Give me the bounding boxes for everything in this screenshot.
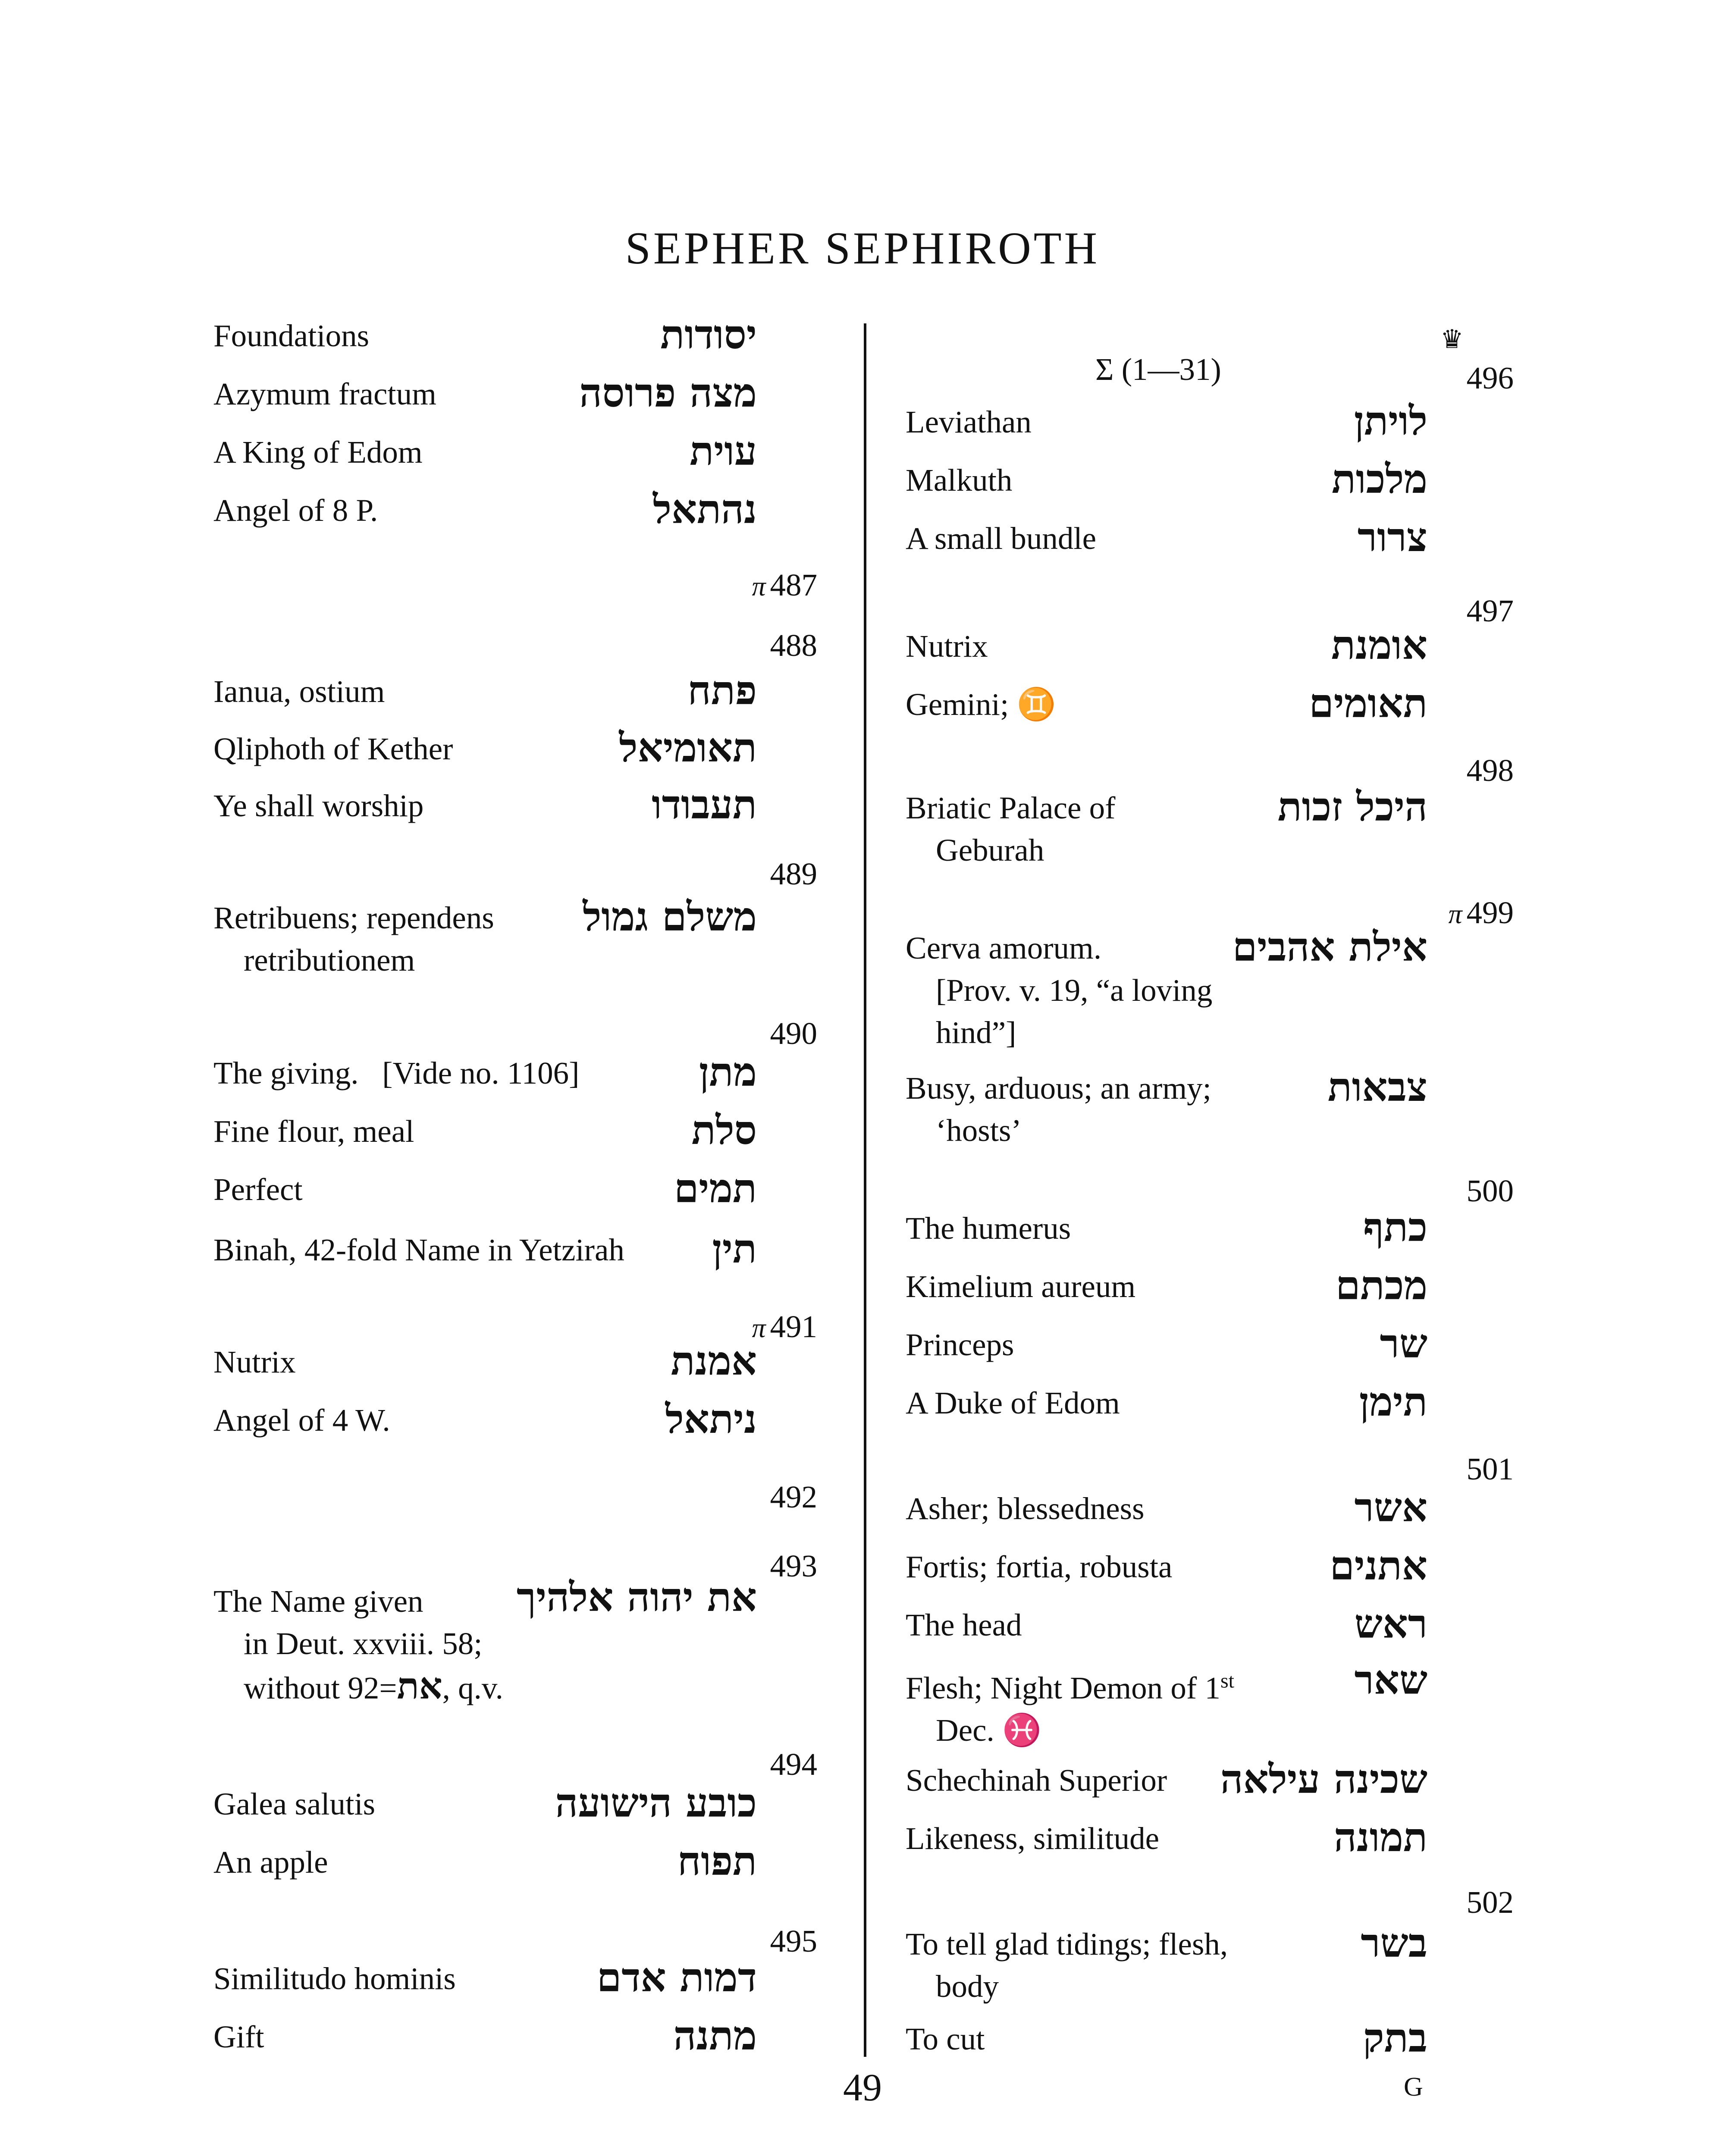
english-gloss: The head <box>906 1608 1022 1642</box>
english-gloss: Azymum fractum <box>213 376 436 411</box>
number-value: 492 <box>770 1479 817 1514</box>
section-number <box>770 1479 818 1515</box>
english-gloss: Schechinah Superior <box>906 1763 1167 1798</box>
hebrew-word: שכינה עילאה <box>1220 1756 1427 1802</box>
number-value: 488 <box>770 628 817 663</box>
hebrew-word: תפוח <box>677 1838 757 1884</box>
english-gloss: Ye shall worship <box>213 788 424 823</box>
superscript: st <box>1220 1670 1234 1692</box>
section-number <box>770 1548 818 1584</box>
hebrew-word: תין <box>712 1225 757 1272</box>
english-gloss: Likeness, similitude <box>906 1821 1159 1856</box>
pi-mark: π <box>752 571 766 602</box>
english-gloss: The giving. [Vide no. 1106] <box>213 1056 580 1091</box>
gloss-line: Cerva amorum. <box>906 931 1102 965</box>
number-value: 489 <box>770 856 817 891</box>
hebrew-word: כתף <box>1363 1204 1427 1250</box>
hebrew-word: משלם גמול <box>583 893 757 940</box>
english-gloss: Ianua, ostium <box>213 674 385 709</box>
hebrew-word: אתנים <box>1330 1542 1427 1589</box>
section-number <box>770 627 818 664</box>
gloss-continuation: Geburah <box>936 833 1044 868</box>
hebrew-word: היכל זכות <box>1277 783 1427 830</box>
hebrew-word: מתן <box>699 1049 757 1095</box>
hebrew-word: שר <box>1380 1320 1427 1367</box>
section-number <box>752 1309 817 1345</box>
hebrew-word: סלת <box>691 1107 757 1153</box>
hebrew-word: אשר <box>1354 1484 1427 1531</box>
english-gloss: Malkuth <box>906 463 1013 498</box>
english-gloss: Binah, 42-fold Name in Yetzirah <box>213 1232 624 1267</box>
english-gloss: Nutrix <box>213 1344 296 1379</box>
gloss-line: Briatic Palace of <box>906 790 1116 825</box>
hebrew-word: תמים <box>674 1165 757 1212</box>
number-value: 499 <box>1466 895 1514 930</box>
gloss-continuation: in Deut. xxviii. 58; <box>244 1626 483 1661</box>
hebrew-word: יסודות <box>660 311 757 358</box>
section-number <box>1467 1451 1514 1487</box>
hebrew-word: לויתן <box>1354 398 1427 444</box>
number-value: 501 <box>1466 1451 1514 1486</box>
english-gloss: Similitudo hominis <box>213 1961 456 1996</box>
gloss-continuation: hind”] <box>936 1015 1016 1050</box>
hebrew-word: תאומים <box>1309 680 1427 727</box>
number-value: 493 <box>770 1548 817 1583</box>
number-value: 496 <box>1466 360 1514 395</box>
english-gloss: Galea salutis <box>213 1786 376 1821</box>
section-number <box>770 1923 818 1959</box>
pi-mark: π <box>1448 899 1462 929</box>
hebrew-word: מצה פרוסה <box>579 370 757 416</box>
page-number: 49 <box>843 2066 882 2109</box>
hebrew-word: את יהוה אלהיך <box>516 1574 757 1620</box>
hebrew-word: פתח <box>687 667 757 714</box>
gloss-text: =92, q.v. <box>348 1670 503 1705</box>
section-number <box>770 856 818 892</box>
hebrew-word: אילת אהבים <box>1232 924 1427 970</box>
section-number <box>1467 752 1514 789</box>
english-gloss: Kimelium aureum <box>906 1269 1136 1304</box>
section-number <box>1448 895 1514 931</box>
english-gloss <box>906 1660 1234 1752</box>
english-gloss <box>906 1067 1211 1152</box>
english-gloss <box>906 927 1212 1054</box>
hebrew-word: אומנת <box>1331 622 1427 668</box>
hebrew-word: צבאות <box>1327 1064 1427 1110</box>
hebrew-word: צרור <box>1357 514 1427 561</box>
gloss-text: without <box>244 1670 348 1705</box>
gloss-continuation: body <box>936 1969 999 2004</box>
section-number <box>1467 593 1514 629</box>
english-gloss: A King of Edom <box>213 435 423 470</box>
gloss-line: The Name given <box>213 1584 423 1619</box>
hebrew-word: מלכות <box>1331 456 1427 502</box>
crown-ornament: ♛ <box>1440 325 1464 354</box>
english-gloss: Angel of 8 P. <box>213 493 378 528</box>
column-divider <box>864 323 866 2057</box>
english-gloss <box>213 897 494 981</box>
english-gloss: Princeps <box>906 1327 1014 1362</box>
english-gloss <box>906 787 1115 871</box>
english-gloss: A Duke of Edom <box>906 1385 1120 1420</box>
number-value: 487 <box>770 567 817 602</box>
hebrew-word: מתנה <box>673 2012 757 2059</box>
hebrew-word: תמונה <box>1333 1814 1427 1861</box>
hebrew-word: עוית <box>690 428 757 474</box>
hebrew-word: דמות אדם <box>596 1954 757 2001</box>
sigma-note: Σ (1—31) <box>1095 352 1221 387</box>
hebrew-word: אמנת <box>671 1338 757 1384</box>
english-gloss: The humerus <box>906 1211 1071 1246</box>
hebrew-word: בתק <box>1363 2015 1427 2061</box>
pi-mark: π <box>752 1313 766 1343</box>
english-gloss: Gemini; ♊ <box>906 687 1056 722</box>
gloss-line: To tell glad tidings; flesh, <box>906 1927 1228 1962</box>
hebrew-word: תעבודו <box>652 781 757 828</box>
english-gloss <box>213 1580 503 1709</box>
number-value: 490 <box>770 1016 817 1051</box>
hebrew-word: נהתאל <box>652 486 757 533</box>
signature-mark: G <box>1404 2072 1423 2102</box>
english-gloss: Leviathan <box>906 404 1032 439</box>
english-gloss <box>906 1923 1228 2008</box>
section-number <box>770 1746 818 1783</box>
number-value: 495 <box>770 1924 817 1959</box>
english-gloss: To cut <box>906 2021 985 2056</box>
hebrew-word: בשר <box>1361 1920 1427 1966</box>
section-number <box>1467 1173 1514 1209</box>
number-value: 491 <box>770 1309 817 1344</box>
hebrew-word: ניתאל <box>665 1396 757 1442</box>
hebrew-word: מכתם <box>1335 1262 1427 1309</box>
gloss-continuation <box>213 1665 503 1709</box>
section-number <box>1467 360 1514 396</box>
number-value: 502 <box>1466 1885 1514 1920</box>
english-gloss: Fine flour, meal <box>213 1114 414 1149</box>
gloss-text: Flesh; Night Demon of 1 <box>906 1670 1220 1706</box>
number-value: 498 <box>1466 753 1514 788</box>
english-gloss: Foundations <box>213 318 369 353</box>
english-gloss: Asher; blessedness <box>906 1491 1145 1526</box>
hebrew-word: תאומיאל <box>619 724 757 771</box>
number-value: 497 <box>1466 593 1514 628</box>
gloss-continuation: ‘hosts’ <box>936 1113 1022 1148</box>
english-gloss: Angel of 4 W. <box>213 1403 390 1438</box>
gloss-continuation: [Prov. v. 19, “a loving <box>936 973 1213 1008</box>
gloss-continuation: Dec. ♓ <box>936 1713 1041 1748</box>
gloss-line: Busy, arduous; an army; <box>906 1071 1211 1106</box>
hebrew-word: כובע הישועה <box>555 1780 757 1826</box>
english-gloss: Qliphoth of Kether <box>213 731 453 766</box>
section-number <box>752 567 817 603</box>
hebrew-word: תימן <box>1359 1379 1427 1425</box>
hebrew-word: שאר <box>1354 1657 1427 1703</box>
gloss-line <box>906 1670 1234 1705</box>
english-gloss: Nutrix <box>906 629 988 664</box>
english-gloss: An apple <box>213 1845 328 1880</box>
section-number <box>770 1015 818 1052</box>
number-value: 494 <box>770 1747 817 1782</box>
number-value: 500 <box>1466 1173 1514 1208</box>
gloss-line: Retribuens; rependens <box>213 900 494 935</box>
hebrew-inline: את <box>397 1664 442 1707</box>
gloss-continuation: retributionem <box>244 943 415 978</box>
section-number <box>1467 1884 1514 1921</box>
english-gloss: Perfect <box>213 1172 303 1207</box>
page-title: SEPHER SEPHIROTH <box>625 223 1100 273</box>
english-gloss: A small bundle <box>906 521 1097 556</box>
english-gloss: Gift <box>213 2019 264 2054</box>
english-gloss: Fortis; fortia, robusta <box>906 1549 1173 1584</box>
hebrew-word: ראש <box>1354 1601 1427 1647</box>
